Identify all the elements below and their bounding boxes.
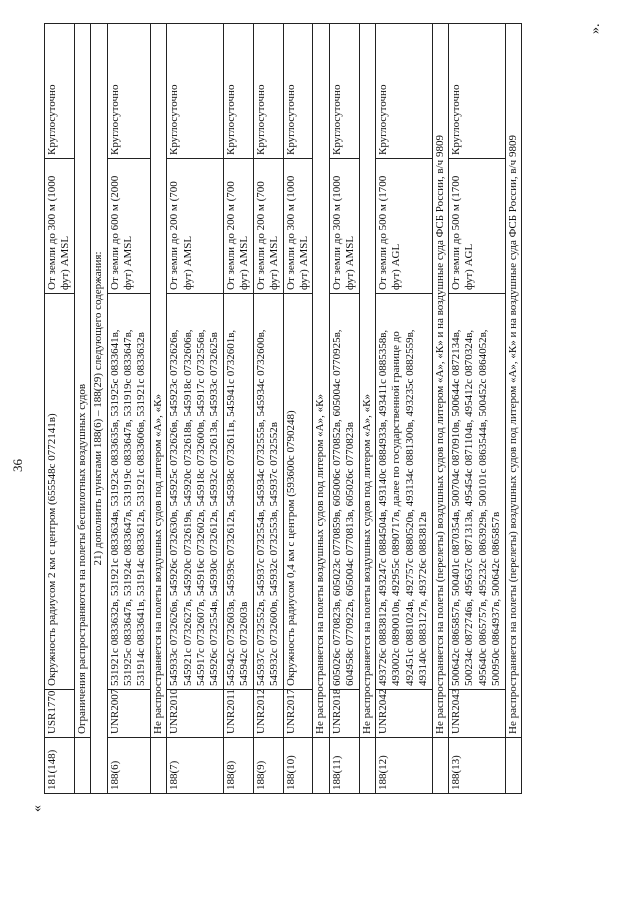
operating-time: Круглосуточно [167, 24, 224, 159]
item-number: 188(13) [448, 738, 505, 794]
altitude-limit: От земли до 200 м (700 фут) AMSL [167, 159, 224, 294]
area-boundary: Окружность радиусом 0,4 км с центром (593600с 0790248) [283, 294, 313, 690]
area-code: UNR2011 [223, 690, 253, 738]
area-code: UNR2017 [283, 690, 313, 738]
area-code: UNR2007 [107, 690, 150, 738]
table-row [329, 24, 359, 794]
table-row [283, 24, 313, 794]
area-boundary: 545937с 0732552в, 545937с 0732554в, 545934с 0732555в, 545934с 0732600в, 545932с 0732600в, 545932с 0732553в, 545937с 0732552в [253, 294, 283, 690]
altitude-limit: От земли до 200 м (700 фут) AMSL [253, 159, 283, 294]
empty-cell [359, 738, 375, 794]
area-boundary: 531921с 0833632в, 531921с 0833634в, 531923с 0833635в, 531925с 0833641в, 531925с 0833647в, 531924с 0833647в, 531919с 0833647в, 531919с 0833647в, 531914с 0833641в, 531914с 0833612в, 531921с 0833606в, 531921с 0833632в [107, 294, 150, 690]
section-row [91, 24, 107, 794]
restriction-note: Не распространяется на полеты (перелеты) воздушных судов под литером «А», «К» и на воздушные суда ФСБ России, в/ч 9809 [505, 24, 521, 738]
area-boundary: 605026с 0770823в, 605023с 0770859в, 605006с 0770852в, 605004с 0770925в, 604958с 0770922в, 605004с 0770813в, 605026с 0770823в [329, 294, 359, 690]
note-row [359, 24, 375, 794]
note-row [432, 24, 448, 794]
operating-time: Круглосуточно [107, 24, 150, 159]
item-number: 188(7) [167, 738, 224, 794]
table-row [45, 24, 75, 794]
operating-time: Круглосуточно [253, 24, 283, 159]
area-boundary: 500642с 0865857в, 500401с 0870354в, 500704с 0870910в, 500644с 0872134в, 500234с 0872746в, 495637с 0871313в, 495454с 0871104в, 495412с 0870324в, 495640с 0865757в, 495232с 0863929в, 500101с 0863544в, 500452с 0864052в, 500950с 0864937в, 500642с 0865857в [448, 294, 505, 690]
area-boundary: 545942с 0732603в, 545939с 0732612в, 545938с 0732611в, 545941с 0732601в, 545942с 0732603в [223, 294, 253, 690]
section-heading: 21) дополнить пунктами 188(6) – 188(29) следующего содержания: [92, 251, 105, 566]
operating-time: Круглосуточно [45, 24, 75, 159]
operating-time: Круглосуточно [375, 24, 432, 159]
restriction-note: Не распространяется на полеты воздушных судов под литером «А», «К» [313, 24, 329, 738]
area-boundary: 493726с 0883812в, 493247с 0884504в, 493140с 0884933в, 493411с 0885358в, 493002с 0890010в, 492955с 0890717в, далее по государственной границе до 492451с 0881024в, 492757с 0880520в, 493134с 0881300в, 493235с 0882559в, 493140с 0883127в, 493726с 0883812в [375, 294, 432, 690]
empty-cell [74, 738, 90, 794]
page-number: 36 [10, 459, 25, 472]
operating-time: Круглосуточно [223, 24, 253, 159]
empty-cell [505, 738, 521, 794]
area-code: UNR2010 [167, 690, 224, 738]
area-code: UNR2042 [375, 690, 432, 738]
area-code: UNR2012 [253, 690, 283, 738]
section-cell [91, 24, 107, 794]
note-row [505, 24, 521, 794]
restriction-note: Ограничения распространяются на полеты беспилотных воздушных судов [74, 24, 90, 738]
area-code: UNR2018 [329, 690, 359, 738]
altitude-limit: От земли до 300 м (1000 фут) AMSL [283, 159, 313, 294]
operating-time: Круглосуточно [329, 24, 359, 159]
table-row [448, 24, 505, 794]
restriction-note: Не распространяется на полеты воздушных судов под литером «А», «К» [359, 24, 375, 738]
restricted-areas-table [44, 23, 522, 794]
altitude-limit: От земли до 600 м (2000 фут) AMSL [107, 159, 150, 294]
item-number: 188(11) [329, 738, 359, 794]
item-number: 188(8) [223, 738, 253, 794]
item-number: 188(10) [283, 738, 313, 794]
operating-time: Круглосуточно [448, 24, 505, 159]
area-code: USR1770 [45, 690, 75, 738]
area-boundary: 545933с 0732626в, 545926с 0732630в, 545925с 0732626в, 545923с 0732626в, 545921с 0732627в, 545920с 0732619в, 545920с 0732618в, 545918с 0732606в, 545917с 0732607в, 545916с 0732602в, 545918с 0732600в, 545917с 0732556в, 545926с 0732554в, 545930с 0732612в, 545932с 0732613в, 545933с 0732625в [167, 294, 224, 690]
note-row [74, 24, 90, 794]
restriction-note: Не распространяется на полеты (перелеты) воздушных судов под литером «А», «К» и на воздушные суда ФСБ России, в/ч 9809 [432, 24, 448, 738]
table-row [223, 24, 253, 794]
empty-cell [432, 738, 448, 794]
area-code: UNR2043 [448, 690, 505, 738]
table-row [253, 24, 283, 794]
empty-cell [313, 738, 329, 794]
item-number: 188(9) [253, 738, 283, 794]
area-boundary: Окружность радиусом 2 км с центром (655548с 0772141в) [45, 294, 75, 690]
altitude-limit: От земли до 300 м (1000 фут) AMSL [45, 159, 75, 294]
altitude-limit: От земли до 500 м (1700 фут) AGL [375, 159, 432, 294]
item-number: 188(12) [375, 738, 432, 794]
note-row [150, 24, 166, 794]
opening-quote: « [30, 805, 45, 812]
table-row [375, 24, 432, 794]
table-row [107, 24, 150, 794]
restriction-note: Не распространяется на полеты воздушных судов под литером «А», «К» [150, 24, 166, 738]
note-row [313, 24, 329, 794]
closing-quote: ». [588, 23, 603, 34]
item-number: 181(148) [45, 738, 75, 794]
altitude-limit: От земли до 300 м (1000 фут) AMSL [329, 159, 359, 294]
table-row [167, 24, 224, 794]
item-number: 188(6) [107, 738, 150, 794]
altitude-limit: От земли до 200 м (700 фут) AMSL [223, 159, 253, 294]
altitude-limit: От земли до 500 м (1700 фут) AGL [448, 159, 505, 294]
operating-time: Круглосуточно [283, 24, 313, 159]
empty-cell [150, 738, 166, 794]
